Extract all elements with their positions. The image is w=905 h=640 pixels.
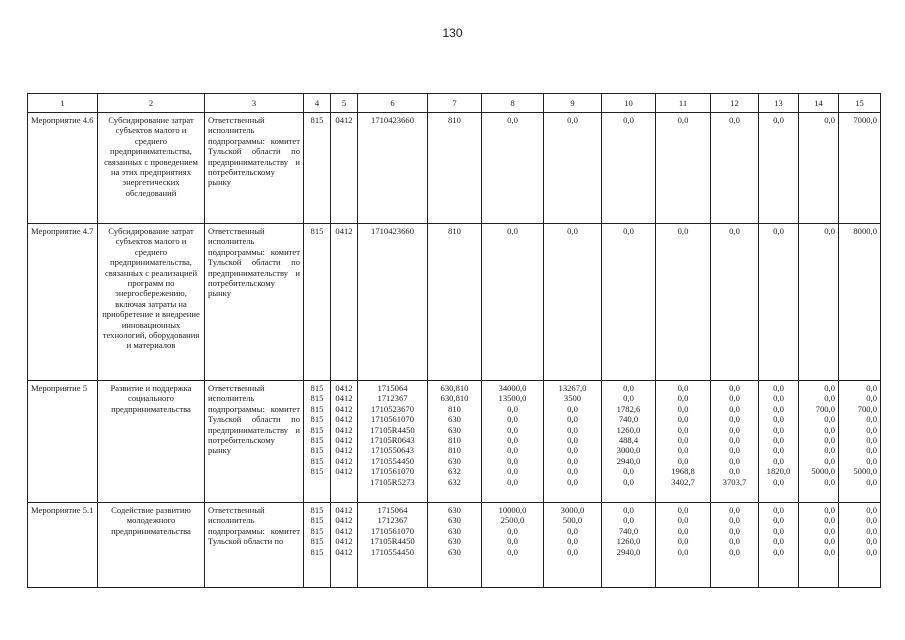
value-line: 0,0 xyxy=(729,505,740,515)
value-cell-c5 xyxy=(331,113,358,224)
value-line: 0,0 xyxy=(623,505,634,515)
value-line: 0,0 xyxy=(677,505,689,515)
value-line: 0412 xyxy=(335,424,353,435)
header-row xyxy=(28,94,881,113)
value-line: 0,0 xyxy=(773,435,784,446)
value-line: 0,0 xyxy=(866,435,877,446)
value-line: 1712367 xyxy=(377,393,408,404)
description-cell: Субсидирование затрат субъектов малого и среднего предпринимательства, связанных с проведением на этих предприятиях энергетических обследований xyxy=(98,113,205,224)
value-line: 0,0 xyxy=(567,455,578,466)
value-cell-c10 xyxy=(602,224,656,381)
value-line: 0412 xyxy=(335,466,353,477)
value-cell-c8 xyxy=(482,503,544,588)
value-line: 0,0 xyxy=(623,515,634,526)
table-row xyxy=(28,224,881,381)
value-line: 0,0 xyxy=(729,466,740,477)
value-cell-c15 xyxy=(839,224,881,381)
value-line: 0,0 xyxy=(567,424,578,435)
value-line: 0,0 xyxy=(567,403,578,414)
column-header: 13 xyxy=(759,94,799,113)
column-header: 2 xyxy=(98,94,205,113)
value-line: 1710423660 xyxy=(371,115,414,125)
value-line: 0,0 xyxy=(824,383,835,393)
value-line: 0,0 xyxy=(567,115,578,125)
value-line: 2940,0 xyxy=(616,455,641,466)
value-line: 2500,0 xyxy=(500,515,525,526)
value-line: 0,0 xyxy=(507,424,518,435)
value-line: 815 xyxy=(310,393,324,404)
value-cell-c10 xyxy=(602,381,656,503)
value-line: 0,0 xyxy=(729,435,740,446)
value-cell-c13 xyxy=(759,113,799,224)
value-line: 815 xyxy=(310,226,324,236)
value-line: 1710523670 xyxy=(371,403,414,414)
value-line: 0,0 xyxy=(729,455,740,466)
value-cell-c4 xyxy=(304,381,331,503)
value-line: 0,0 xyxy=(507,525,518,536)
value-line: 1710561070 xyxy=(371,414,414,425)
value-line: 0,0 xyxy=(677,515,689,526)
value-cell-c4 xyxy=(304,224,331,381)
value-cell-c9 xyxy=(544,224,602,381)
value-line: 0,0 xyxy=(773,414,784,425)
value-line: 0,0 xyxy=(623,115,634,125)
value-line: 0,0 xyxy=(866,546,877,557)
value-line: 0,0 xyxy=(507,115,518,125)
value-line: 632 xyxy=(448,466,461,477)
value-cell-c5 xyxy=(331,503,358,588)
value-line: 0412 xyxy=(335,226,353,236)
value-line: 1710561070 xyxy=(371,466,414,477)
column-header: 15 xyxy=(839,94,881,113)
value-line: 815 xyxy=(310,536,324,547)
value-line: 17105R5273 xyxy=(370,476,415,487)
column-header: 6 xyxy=(358,94,428,113)
value-line: 0,0 xyxy=(773,455,784,466)
value-line: 630,810 xyxy=(440,383,469,393)
value-line: 815 xyxy=(310,383,324,393)
value-line: 0,0 xyxy=(507,403,518,414)
value-line: 740,0 xyxy=(618,525,639,536)
executor-cell: Ответственный исполнитель подпрограммы: комитет Тульской области по xyxy=(205,503,304,588)
value-line: 0,0 xyxy=(773,226,784,236)
value-cell-c12 xyxy=(711,113,759,224)
value-line: 0,0 xyxy=(773,445,784,456)
value-line: 5000,0 xyxy=(853,466,877,477)
measure-cell: Мероприятие 5.1 xyxy=(28,503,98,588)
value-line: 0,0 xyxy=(677,226,689,236)
value-cell-c11 xyxy=(656,113,711,224)
column-header: 10 xyxy=(602,94,656,113)
value-line: 0,0 xyxy=(623,226,634,236)
value-line: 1820,0 xyxy=(766,466,791,477)
value-line: 632 xyxy=(448,476,461,487)
value-line: 815 xyxy=(310,403,324,414)
value-cell-c10 xyxy=(602,113,656,224)
value-line: 815 xyxy=(310,546,324,557)
value-line: 1710550643 xyxy=(371,445,414,456)
column-header: 9 xyxy=(544,94,602,113)
value-line: 0412 xyxy=(335,115,353,125)
value-line: 3500 xyxy=(563,393,582,404)
value-line: 0,0 xyxy=(729,515,740,526)
value-cell-c8 xyxy=(482,381,544,503)
value-line: 815 xyxy=(310,414,324,425)
value-line: 0,0 xyxy=(773,115,784,125)
value-line: 0,0 xyxy=(866,424,877,435)
value-line: 13500,0 xyxy=(498,393,527,404)
value-cell-c14 xyxy=(799,224,839,381)
value-line: 1968,8 xyxy=(671,466,695,477)
value-line: 0,0 xyxy=(623,393,634,404)
value-cell-c12 xyxy=(711,503,759,588)
column-header: 14 xyxy=(799,94,839,113)
value-line: 0,0 xyxy=(773,476,784,487)
column-header: 5 xyxy=(331,94,358,113)
value-line: 7000,0 xyxy=(853,115,877,125)
value-cell-c14 xyxy=(799,381,839,503)
value-cell-c7 xyxy=(428,113,482,224)
value-line: 0,0 xyxy=(729,226,740,236)
table-row xyxy=(28,113,881,224)
value-line: 17105R4450 xyxy=(370,536,415,547)
value-line: 0,0 xyxy=(677,403,689,414)
value-line: 0,0 xyxy=(773,505,784,515)
value-line: 0,0 xyxy=(677,445,689,456)
value-line: 0,0 xyxy=(824,536,835,547)
value-line: 500,0 xyxy=(562,515,583,526)
value-line: 0,0 xyxy=(824,435,835,446)
value-line: 815 xyxy=(310,505,324,515)
value-line: 13267,0 xyxy=(558,383,587,393)
value-line: 1715064 xyxy=(377,383,408,393)
value-line: 0,0 xyxy=(824,505,835,515)
value-cell-c13 xyxy=(759,503,799,588)
value-line: 0,0 xyxy=(729,546,740,557)
value-cell-c10 xyxy=(602,503,656,588)
value-line: 1260,0 xyxy=(616,424,641,435)
value-line: 0,0 xyxy=(677,455,689,466)
value-line: 630 xyxy=(448,505,461,515)
value-cell-c9 xyxy=(544,503,602,588)
value-line: 0,0 xyxy=(567,226,578,236)
value-line: 0,0 xyxy=(567,536,578,547)
value-cell-c15 xyxy=(839,381,881,503)
value-line: 0,0 xyxy=(623,466,634,477)
value-line: 0,0 xyxy=(677,546,689,557)
value-line: 3402,7 xyxy=(671,476,695,487)
value-line: 0,0 xyxy=(567,476,578,487)
value-line: 810 xyxy=(448,115,461,125)
value-line: 488,4 xyxy=(618,435,639,446)
value-line: 0,0 xyxy=(729,403,740,414)
value-line: 0,0 xyxy=(773,525,784,536)
table-row xyxy=(28,503,881,588)
value-line: 0,0 xyxy=(507,476,518,487)
value-line: 34000,0 xyxy=(498,383,527,393)
value-line: 0412 xyxy=(335,414,353,425)
value-line: 0,0 xyxy=(507,466,518,477)
value-line: 0,0 xyxy=(623,476,634,487)
value-line: 0412 xyxy=(335,525,353,536)
value-cell-c11 xyxy=(656,224,711,381)
description-cell: Развитие и поддержка социального предпринимательства xyxy=(98,381,205,503)
value-line: 0,0 xyxy=(677,393,689,404)
value-cell-c15 xyxy=(839,503,881,588)
value-line: 0,0 xyxy=(824,424,835,435)
value-cell-c15 xyxy=(839,113,881,224)
value-line: 630 xyxy=(448,424,461,435)
value-line: 0412 xyxy=(335,435,353,446)
table-row xyxy=(28,381,881,503)
budget-table xyxy=(27,93,881,588)
value-line: 0,0 xyxy=(567,466,578,477)
value-line: 1782,6 xyxy=(616,403,641,414)
value-line: 0,0 xyxy=(567,414,578,425)
value-line: 0412 xyxy=(335,383,353,393)
executor-cell: Ответственный исполнитель подпрограммы: комитет Тульской области по предпринимательству и потребительскому рынку xyxy=(205,224,304,381)
value-line: 0,0 xyxy=(729,536,740,547)
value-line: 0412 xyxy=(335,515,353,526)
value-line: 0,0 xyxy=(677,414,689,425)
value-line: 0,0 xyxy=(729,383,740,393)
value-line: 3000,0 xyxy=(560,505,585,515)
column-header: 11 xyxy=(656,94,711,113)
value-line: 0,0 xyxy=(507,546,518,557)
measure-cell: Мероприятие 4.6 xyxy=(28,113,98,224)
value-line: 0,0 xyxy=(866,393,877,404)
value-line: 0,0 xyxy=(507,445,518,456)
value-line: 0,0 xyxy=(866,536,877,547)
value-line: 0,0 xyxy=(824,226,835,236)
value-cell-c6 xyxy=(358,224,428,381)
description-cell: Субсидирование затрат субъектов малого и среднего предпринимательства, связанных с реализацией программ по энергосбережению, включая затраты на приобретение и внедрение инновационных технологий, оборудования и материалов xyxy=(98,224,205,381)
value-line: 10000,0 xyxy=(498,505,527,515)
description-cell: Содействие развитию молодежного предпринимательства xyxy=(98,503,205,588)
value-line: 0412 xyxy=(335,393,353,404)
value-line: 0,0 xyxy=(677,536,689,547)
value-line: 1710561070 xyxy=(371,525,414,536)
value-line: 740,0 xyxy=(618,414,639,425)
value-line: 0,0 xyxy=(773,515,784,526)
value-line: 0,0 xyxy=(567,546,578,557)
value-line: 0,0 xyxy=(773,536,784,547)
value-line: 0,0 xyxy=(507,226,518,236)
value-line: 0,0 xyxy=(866,445,877,456)
value-line: 810 xyxy=(448,435,461,446)
value-line: 0,0 xyxy=(677,525,689,536)
executor-cell: Ответственный исполнитель подпрограммы: комитет Тульской области по предпринимательству и потребительскому рынку xyxy=(205,381,304,503)
value-cell-c6 xyxy=(358,381,428,503)
value-line: 0,0 xyxy=(729,424,740,435)
value-cell-c11 xyxy=(656,381,711,503)
value-line: 0,0 xyxy=(866,383,877,393)
value-line: 0,0 xyxy=(567,525,578,536)
value-line: 0,0 xyxy=(824,414,835,425)
column-header: 3 xyxy=(205,94,304,113)
value-line: 17105R0643 xyxy=(370,435,415,446)
value-line: 0,0 xyxy=(866,515,877,526)
value-cell-c6 xyxy=(358,113,428,224)
measure-cell: Мероприятие 4.7 xyxy=(28,224,98,381)
value-line: 0,0 xyxy=(677,424,689,435)
value-line: 0,0 xyxy=(866,525,877,536)
value-line: 815 xyxy=(310,424,324,435)
value-cell-c12 xyxy=(711,381,759,503)
value-line: 0412 xyxy=(335,455,353,466)
value-cell-c14 xyxy=(799,113,839,224)
value-line: 2940,0 xyxy=(616,546,641,557)
value-line: 0,0 xyxy=(507,414,518,425)
value-line: 0,0 xyxy=(773,403,784,414)
value-line: 700,0 xyxy=(857,403,877,414)
value-line: 630 xyxy=(448,414,461,425)
executor-cell: Ответственный исполнитель подпрограммы: комитет Тульской области по предпринимательству и потребительскому рынку xyxy=(205,113,304,224)
value-line: 630,810 xyxy=(440,393,469,404)
value-line: 0,0 xyxy=(824,393,835,404)
page-number: 130 xyxy=(442,26,463,40)
value-line: 8000,0 xyxy=(853,226,877,236)
value-line: 0,0 xyxy=(773,383,784,393)
value-line: 0,0 xyxy=(507,435,518,446)
value-line: 0412 xyxy=(335,505,353,515)
value-cell-c4 xyxy=(304,113,331,224)
value-line: 815 xyxy=(310,525,324,536)
value-line: 0412 xyxy=(335,403,353,414)
value-cell-c5 xyxy=(331,224,358,381)
value-line: 1715064 xyxy=(377,505,408,515)
value-line: 0,0 xyxy=(773,546,784,557)
value-line: 1712367 xyxy=(377,515,408,526)
value-cell-c12 xyxy=(711,224,759,381)
value-line: 0,0 xyxy=(824,445,835,456)
value-line: 0,0 xyxy=(729,445,740,456)
column-header: 8 xyxy=(482,94,544,113)
value-line: 0,0 xyxy=(866,505,877,515)
value-line: 810 xyxy=(448,403,461,414)
value-line: 815 xyxy=(310,435,324,446)
value-cell-c8 xyxy=(482,224,544,381)
budget-table-container xyxy=(27,93,880,588)
value-line: 1710554450 xyxy=(371,546,414,557)
value-line: 815 xyxy=(310,466,324,477)
value-line: 0,0 xyxy=(824,546,835,557)
value-line: 0,0 xyxy=(623,383,634,393)
value-line: 0,0 xyxy=(866,455,877,466)
value-line: 0,0 xyxy=(567,435,578,446)
value-line: 0,0 xyxy=(773,424,784,435)
column-header: 12 xyxy=(711,94,759,113)
value-line: 0,0 xyxy=(729,393,740,404)
value-line: 0,0 xyxy=(729,525,740,536)
value-line: 0,0 xyxy=(507,455,518,466)
value-line: 0,0 xyxy=(567,445,578,456)
value-line: 3703,7 xyxy=(722,476,747,487)
value-line: 630 xyxy=(448,525,461,536)
value-cell-c9 xyxy=(544,113,602,224)
value-line: 700,0 xyxy=(815,403,835,414)
value-line: 630 xyxy=(448,536,461,547)
value-line: 810 xyxy=(448,226,461,236)
column-header: 7 xyxy=(428,94,482,113)
measure-cell: Мероприятие 5 xyxy=(28,381,98,503)
value-line: 1710423660 xyxy=(371,226,414,236)
value-cell-c8 xyxy=(482,113,544,224)
column-header: 4 xyxy=(304,94,331,113)
value-line: 815 xyxy=(310,115,324,125)
value-line: 3000,0 xyxy=(616,445,641,456)
value-cell-c7 xyxy=(428,224,482,381)
value-line: 815 xyxy=(310,445,324,456)
value-line: 0,0 xyxy=(677,435,689,446)
value-line: 630 xyxy=(448,515,461,526)
value-line: 0,0 xyxy=(824,476,835,487)
value-line: 0,0 xyxy=(824,515,835,526)
value-line: 0,0 xyxy=(507,536,518,547)
value-cell-c14 xyxy=(799,503,839,588)
value-line: 1710554450 xyxy=(371,455,414,466)
value-line: 5000,0 xyxy=(811,466,835,477)
value-line: 0,0 xyxy=(824,115,835,125)
value-line: 815 xyxy=(310,515,324,526)
value-line: 0,0 xyxy=(824,525,835,536)
value-line: 0412 xyxy=(335,445,353,456)
column-header: 1 xyxy=(28,94,98,113)
value-cell-c7 xyxy=(428,381,482,503)
value-cell-c13 xyxy=(759,224,799,381)
value-line: 0,0 xyxy=(677,115,689,125)
value-cell-c7 xyxy=(428,503,482,588)
value-cell-c9 xyxy=(544,381,602,503)
value-line: 0412 xyxy=(335,546,353,557)
value-cell-c5 xyxy=(331,381,358,503)
value-line: 1260,0 xyxy=(616,536,641,547)
value-line: 630 xyxy=(448,546,461,557)
value-line: 17105R4450 xyxy=(370,424,415,435)
value-line: 0,0 xyxy=(824,455,835,466)
value-line: 630 xyxy=(448,455,461,466)
value-line: 815 xyxy=(310,455,324,466)
value-line: 0,0 xyxy=(729,414,740,425)
value-cell-c6 xyxy=(358,503,428,588)
value-line: 0,0 xyxy=(677,383,689,393)
value-line: 0,0 xyxy=(773,393,784,404)
table-body xyxy=(28,113,881,588)
value-cell-c11 xyxy=(656,503,711,588)
value-line: 0412 xyxy=(335,536,353,547)
value-cell-c13 xyxy=(759,381,799,503)
value-line: 810 xyxy=(448,445,461,456)
value-cell-c4 xyxy=(304,503,331,588)
value-line: 0,0 xyxy=(866,414,877,425)
value-line: 0,0 xyxy=(866,476,877,487)
value-line: 0,0 xyxy=(729,115,740,125)
